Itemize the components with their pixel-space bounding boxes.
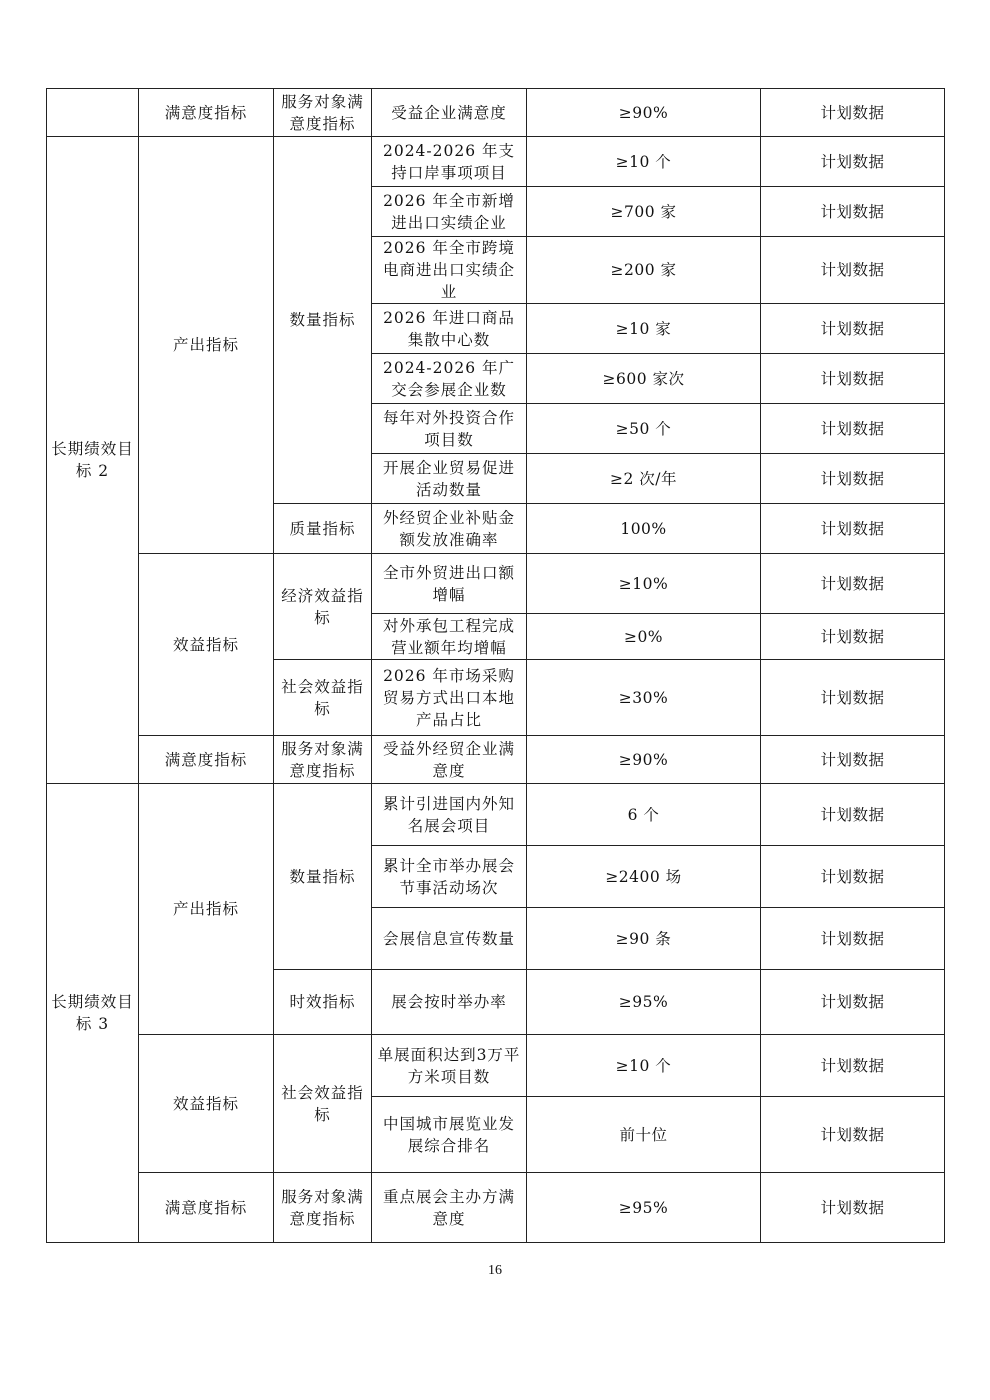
goal-2-benefit-label: 效益指标 <box>139 554 274 736</box>
indicator-source: 计划数据 <box>761 908 945 970</box>
goal-3-output-label: 产出指标 <box>139 784 274 1035</box>
indicator-source: 计划数据 <box>761 1097 945 1173</box>
indicator-value: ≥0% <box>527 614 761 660</box>
goal-2-output-label: 产出指标 <box>139 137 274 554</box>
goal-3-quantity-label: 数量指标 <box>274 784 372 970</box>
goal-cell-empty <box>47 89 139 137</box>
goal-3-service-label: 服务对象满意度指标 <box>274 1173 372 1243</box>
indicator-source: 计划数据 <box>761 237 945 304</box>
goal-3-social-label: 社会效益指标 <box>274 1035 372 1173</box>
indicator-name: 2024-2026 年广交会参展企业数 <box>372 354 527 404</box>
indicator-name: 2026 年全市跨境电商进出口实绩企业 <box>372 237 527 304</box>
indicator-name: 受益外经贸企业满意度 <box>372 736 527 784</box>
table-row <box>47 1035 945 1097</box>
indicator-value: ≥2400 场 <box>527 846 761 908</box>
indicator-name: 重点展会主办方满意度 <box>372 1173 527 1243</box>
indicator-value: 前十位 <box>527 1097 761 1173</box>
goal-2-satis-label: 满意度指标 <box>139 736 274 784</box>
indicator-source: 计划数据 <box>761 137 945 187</box>
indicator-source: 计划数据 <box>761 504 945 554</box>
indicator-name: 对外承包工程完成营业额年均增幅 <box>372 614 527 660</box>
table-row <box>47 1173 945 1243</box>
indicator-source: 计划数据 <box>761 1173 945 1243</box>
indicator-source: 计划数据 <box>761 614 945 660</box>
indicator-value: ≥50 个 <box>527 404 761 454</box>
indicator-value: ≥10 个 <box>527 1035 761 1097</box>
indicator-name: 外经贸企业补贴金额发放准确率 <box>372 504 527 554</box>
indicator-value: ≥700 家 <box>527 187 761 237</box>
table-row <box>47 784 945 846</box>
indicator-source: 计划数据 <box>761 660 945 736</box>
indicator-value: ≥90 条 <box>527 908 761 970</box>
indicator-value: ≥95% <box>527 1173 761 1243</box>
indicator-name: 受益企业满意度 <box>372 89 527 137</box>
indicator-name: 每年对外投资合作项目数 <box>372 404 527 454</box>
indicator-value: 6 个 <box>527 784 761 846</box>
indicator-name: 开展企业贸易促进活动数量 <box>372 454 527 504</box>
indicator-value: ≥90% <box>527 89 761 137</box>
table-row <box>47 736 945 784</box>
indicator-name: 累计全市举办展会节事活动场次 <box>372 846 527 908</box>
indicator-source: 计划数据 <box>761 89 945 137</box>
indicator-name: 2026 年进口商品集散中心数 <box>372 304 527 354</box>
indicator-source: 计划数据 <box>761 846 945 908</box>
indicator-value: ≥2 次/年 <box>527 454 761 504</box>
indicator-name: 累计引进国内外知名展会项目 <box>372 784 527 846</box>
indicator-source: 计划数据 <box>761 554 945 614</box>
indicator-name: 展会按时举办率 <box>372 970 527 1035</box>
indicator-name: 2026 年市场采购贸易方式出口本地产品占比 <box>372 660 527 736</box>
goal-2-label: 长期绩效目标 2 <box>47 137 139 784</box>
l3-service-satisfaction-cell: 服务对象满意度指标 <box>274 89 372 137</box>
goal-3-satis-label: 满意度指标 <box>139 1173 274 1243</box>
goal-3-label: 长期绩效目标 3 <box>47 784 139 1243</box>
indicator-value: ≥200 家 <box>527 237 761 304</box>
goal-2-quantity-label: 数量指标 <box>274 137 372 504</box>
indicator-value: ≥10 家 <box>527 304 761 354</box>
indicator-value: ≥10% <box>527 554 761 614</box>
table-row <box>47 137 945 187</box>
indicator-value: ≥30% <box>527 660 761 736</box>
indicator-value: ≥600 家次 <box>527 354 761 404</box>
indicator-name: 中国城市展览业发展综合排名 <box>372 1097 527 1173</box>
indicator-value: ≥10 个 <box>527 137 761 187</box>
indicator-value: ≥90% <box>527 736 761 784</box>
indicator-name: 会展信息宣传数量 <box>372 908 527 970</box>
indicator-value: 100% <box>527 504 761 554</box>
performance-indicator-table <box>46 88 945 1243</box>
goal-2-service-label: 服务对象满意度指标 <box>274 736 372 784</box>
indicator-name: 2024-2026 年支持口岸事项项目 <box>372 137 527 187</box>
indicator-source: 计划数据 <box>761 304 945 354</box>
indicator-name: 单展面积达到3万平方米项目数 <box>372 1035 527 1097</box>
goal-2-quality-label: 质量指标 <box>274 504 372 554</box>
indicator-source: 计划数据 <box>761 970 945 1035</box>
l2-satisfaction-cell: 满意度指标 <box>139 89 274 137</box>
goal-3-benefit-label: 效益指标 <box>139 1035 274 1173</box>
indicator-name: 全市外贸进出口额增幅 <box>372 554 527 614</box>
goal-2-social-label: 社会效益指标 <box>274 660 372 736</box>
indicator-source: 计划数据 <box>761 454 945 504</box>
indicator-value: ≥95% <box>527 970 761 1035</box>
indicator-source: 计划数据 <box>761 354 945 404</box>
goal-2-econ-label: 经济效益指标 <box>274 554 372 660</box>
indicator-source: 计划数据 <box>761 404 945 454</box>
goal-3-timely-label: 时效指标 <box>274 970 372 1035</box>
indicator-source: 计划数据 <box>761 187 945 237</box>
table-row <box>47 89 945 137</box>
indicator-source: 计划数据 <box>761 736 945 784</box>
indicator-name: 2026 年全市新增进出口实绩企业 <box>372 187 527 237</box>
indicator-source: 计划数据 <box>761 784 945 846</box>
table-row <box>47 554 945 614</box>
page-number: 16 <box>488 1263 502 1278</box>
indicator-source: 计划数据 <box>761 1035 945 1097</box>
